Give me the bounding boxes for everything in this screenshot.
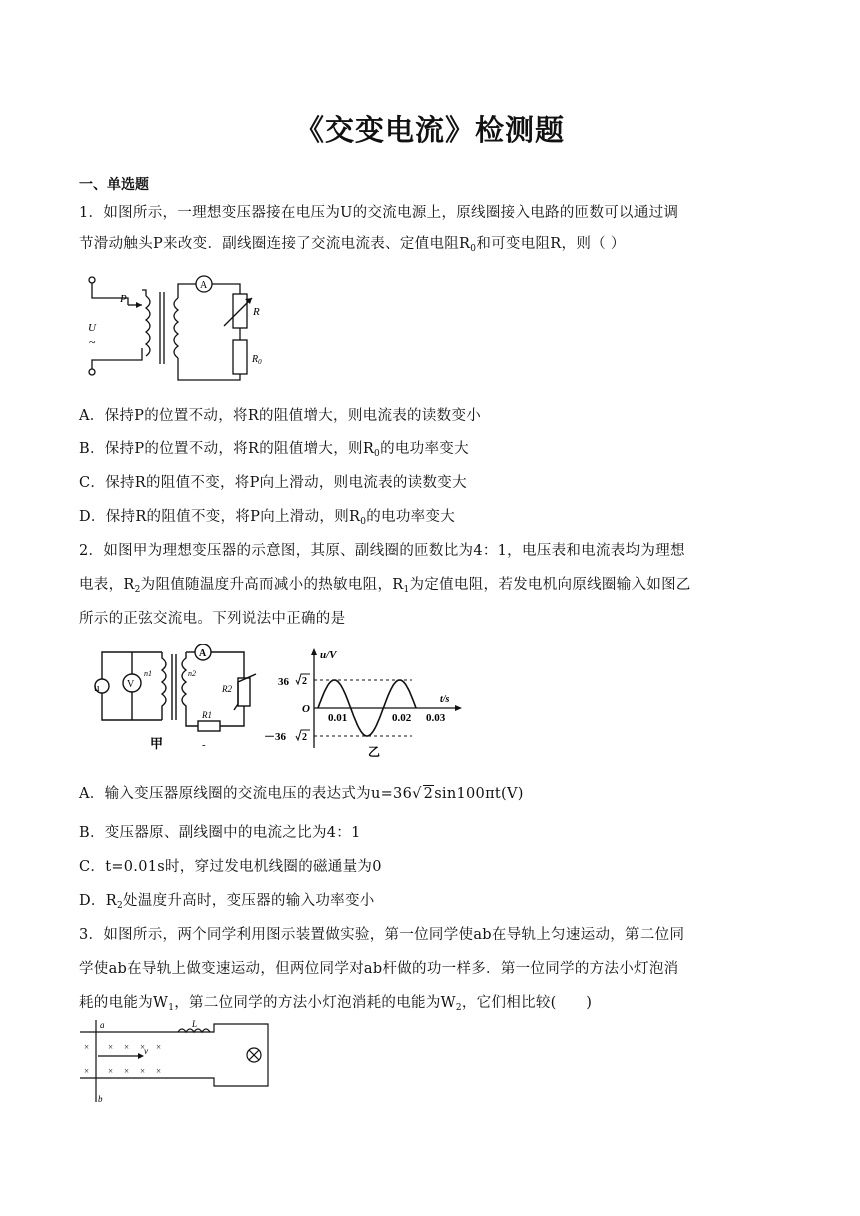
q2-graph-x-label: t/s [440, 694, 450, 705]
svg-text:×: × [108, 1042, 114, 1052]
q2-option-a: A．输入变压器原线圈的交流电压的表达式为u=36√ 2sin100πt(V) [79, 786, 524, 802]
q1-fig-label-ammeter: A [200, 280, 208, 291]
svg-text:×: × [124, 1066, 130, 1076]
q3-stem-line2: 学使ab在导轨上做变速运动，但两位同学对ab杆做的功一样多．第一位同学的方法小灯泡消 [79, 961, 679, 977]
q3-fig-label-a: a [100, 1020, 105, 1030]
q2-graph-tick-3: 0.03 [426, 712, 446, 724]
svg-text:×: × [84, 1066, 90, 1076]
q2-graph-peak-root: 2 [302, 676, 307, 687]
q2-fig-label-dash: - [202, 739, 206, 751]
q2-fig-label-n2: n2 [188, 669, 196, 678]
q2-fig-label-ammeter: A [199, 648, 207, 659]
q2-graph-y-label: u/V [320, 649, 337, 661]
section-heading: 一、单选题 [79, 177, 149, 193]
q3-fig-label-l: L [192, 1019, 198, 1029]
q2-fig-label-voltmeter: V [127, 679, 135, 690]
q2-sine-graph-yi [264, 644, 464, 760]
q3-stem-line1: 3．如图所示，两个同学利用图示装置做实验，第一位同学使ab在导轨上匀速运动，第二位同 [79, 927, 685, 943]
svg-text:×: × [140, 1042, 146, 1052]
q2-stem-line3: 所示的正弦交流电。下列说法中正确的是 [79, 611, 346, 627]
q2-stem-line2: 电表，$R_2$为阻值随温度升高而减小的热敏电阻，$R_1$为定值电阻，若发电机向原线圈输入如图乙 [79, 577, 691, 595]
q2-fig-label-n1: n1 [144, 669, 152, 678]
q3-stem-line3: 耗的电能为$W_1$，第二位同学的方法小灯泡消耗的电能为$W_2$，它们相比较( ) [79, 995, 593, 1013]
q1-option-c: C．保持R的阻值不变，将P向上滑动，则电流表的读数变大 [79, 475, 467, 491]
q1-option-b: B．保持P的位置不动，将R的阻值增大，则$R_0$的电功率变大 [79, 441, 469, 459]
q1-fig-label-p: P [120, 293, 127, 305]
q2-fig-label-r2: R2 [222, 684, 232, 694]
q2-graph-origin: O [302, 703, 310, 715]
q1-fig-label-tilde: ~ [89, 335, 96, 349]
q2-option-b: B．变压器原、副线圈中的电流之比为4：1 [79, 825, 361, 841]
svg-text:×: × [108, 1066, 114, 1076]
q1-option-a: A．保持P的位置不动，将R的阻值增大，则电流表的读数变小 [79, 408, 482, 424]
q2-graph-neg-peak-root: 2 [302, 732, 307, 743]
q2-graph-label-yi: 乙 [368, 745, 381, 759]
q1-fig-label-r: R [253, 306, 260, 318]
q2-fig-label-u: u [94, 682, 100, 694]
q2-option-c: C．t=0.01s时，穿过发电机线圈的磁通量为0 [79, 859, 382, 875]
q2-fig-label-r1: R1 [202, 710, 212, 720]
q3-fig-label-v: v [144, 1046, 148, 1056]
q2-graph-tick-2: 0.02 [392, 712, 412, 724]
page-title: 《交变电流》检测题 [294, 113, 565, 147]
q1-option-d: D．保持R的阻值不变，将P向上滑动，则$R_0$的电功率变大 [79, 509, 456, 527]
q2-option-d: D．$R_2$处温度升高时，变压器的输入功率变小 [79, 893, 375, 911]
q3-rail-figure [78, 1018, 278, 1104]
svg-text:×: × [84, 1042, 90, 1052]
svg-text:×: × [156, 1042, 162, 1052]
q2-graph-peak-label: 36 [278, 676, 289, 688]
q2-fig-label-jia: 甲 [150, 736, 164, 751]
q1-stem-line2: 节滑动触头P来改变．副线圈连接了交流电流表、定值电阻$R_0$和可变电阻R，则（ ） [79, 236, 626, 254]
q2-stem-line1: 2．如图甲为理想变压器的示意图，其原、副线圈的匝数比为4：1，电压表和电流表均为理想 [79, 543, 685, 559]
q2-graph-tick-1: 0.01 [328, 712, 348, 724]
svg-text:×: × [156, 1066, 162, 1076]
q2-graph-neg-peak-label: －36 [264, 731, 286, 743]
q1-transformer-figure [80, 268, 280, 386]
q1-fig-label-r0: $R_0$ [252, 354, 262, 366]
svg-text:×: × [124, 1042, 130, 1052]
q1-fig-label-u: U [88, 322, 96, 334]
q1-stem-line1: 1．如图所示，一理想变压器接在电压为U的交流电源上，原线圈接入电路的匝数可以通过调 [79, 205, 679, 221]
q3-fig-label-b: b [98, 1094, 103, 1104]
q2-transformer-figure-jia [92, 644, 272, 760]
svg-text:×: × [140, 1066, 146, 1076]
